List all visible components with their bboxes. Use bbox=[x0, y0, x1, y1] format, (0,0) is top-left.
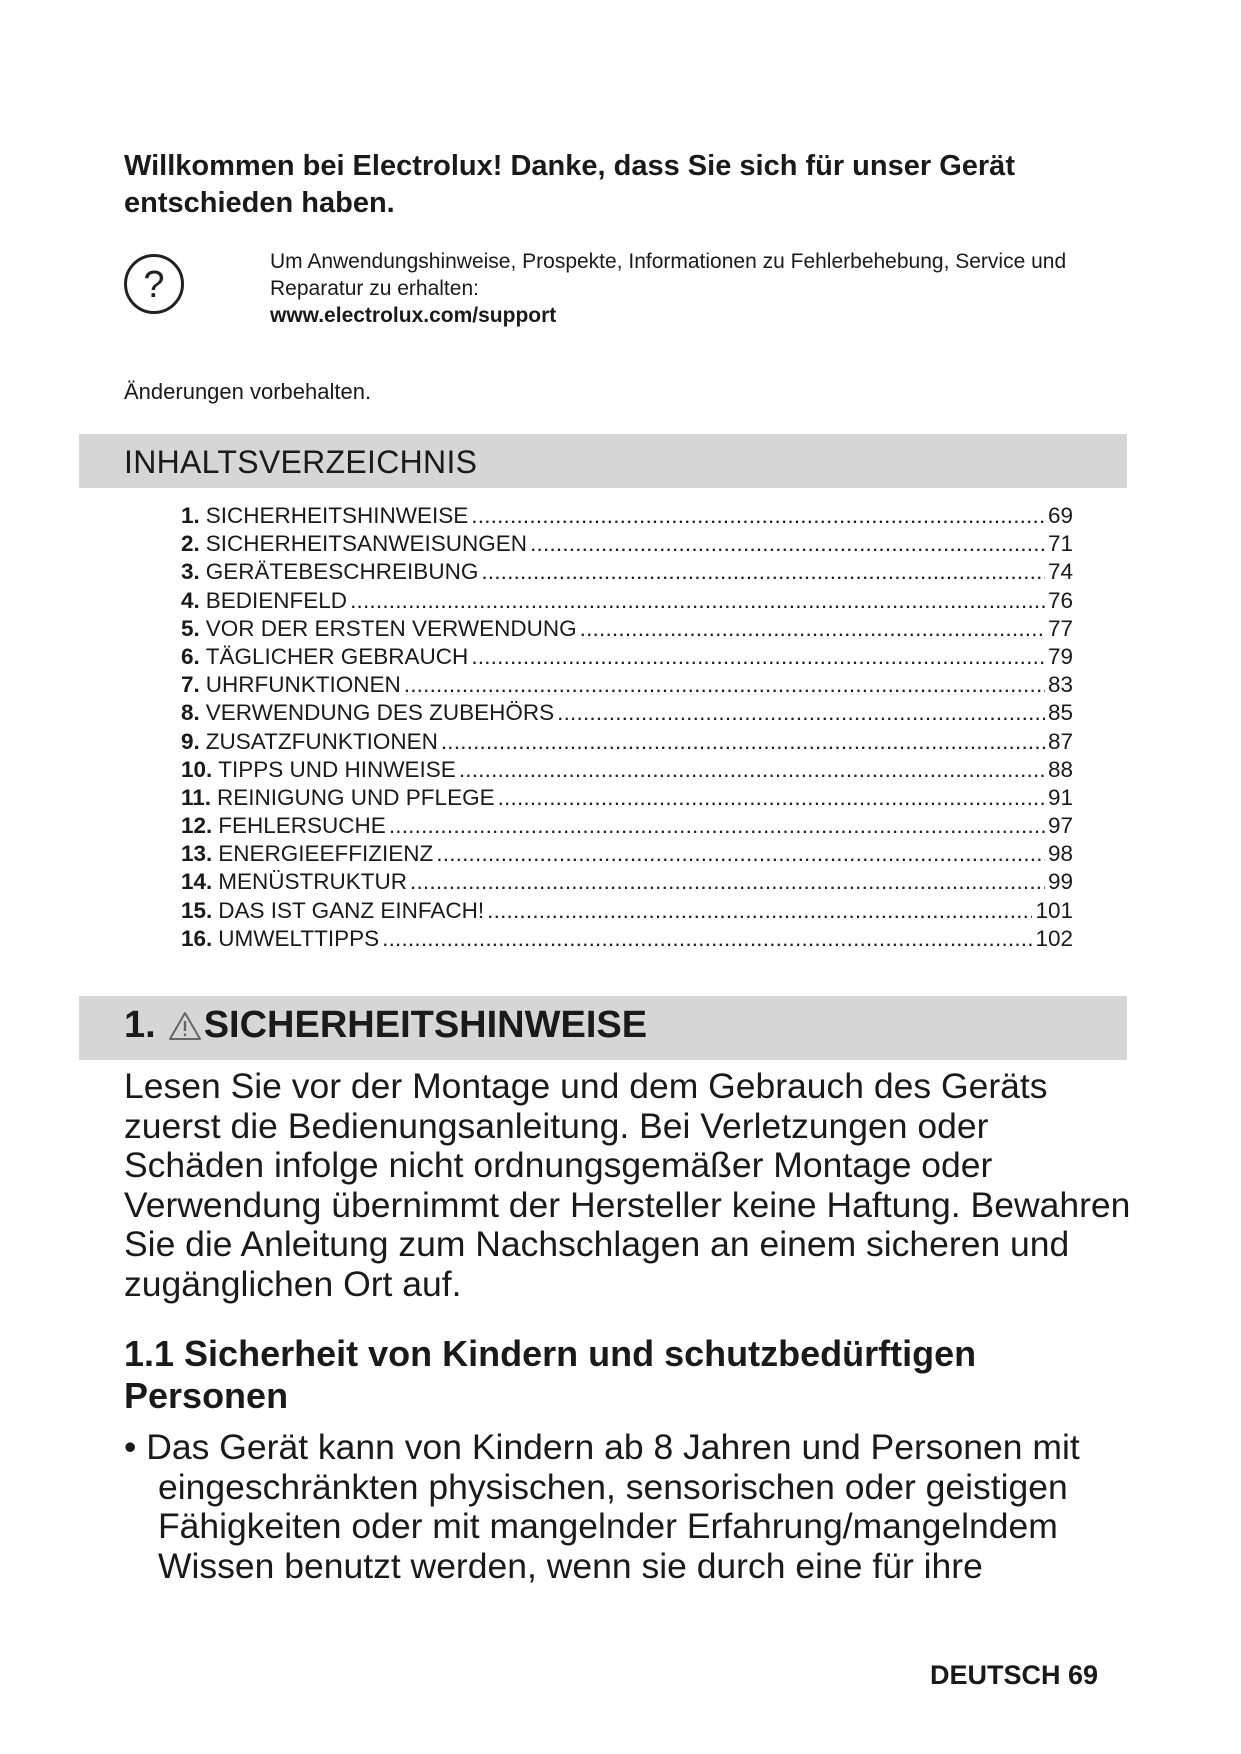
toc-item-number: 12. bbox=[181, 813, 213, 839]
toc-item[interactable] bbox=[181, 756, 1073, 784]
toc-item-page: 85 bbox=[1047, 700, 1073, 726]
toc-leader-dots bbox=[459, 756, 1045, 784]
toc-item-number: 1. bbox=[181, 503, 200, 528]
toc-leader-dots bbox=[481, 558, 1045, 586]
toc-item-number: 2. bbox=[181, 531, 200, 557]
toc-leader-dots bbox=[498, 784, 1045, 812]
toc-item[interactable] bbox=[181, 812, 1073, 840]
toc-item-number: 11. bbox=[181, 784, 212, 810]
section-number: 1. bbox=[124, 1004, 156, 1046]
toc-item[interactable] bbox=[181, 840, 1073, 868]
toc-item-number: 6. bbox=[181, 643, 200, 669]
section-title-text: SICHERHEITSHINWEISE bbox=[203, 1004, 648, 1046]
toc-item-label: MENÜSTRUKTUR bbox=[218, 869, 408, 895]
toc-item-label: VERWENDUNG DES ZUBEHÖRS bbox=[205, 700, 555, 726]
warning-icon bbox=[168, 1010, 202, 1042]
toc-item-page: 101 bbox=[1035, 897, 1073, 923]
toc-item[interactable] bbox=[181, 784, 1073, 812]
support-info bbox=[270, 248, 1150, 329]
toc-leader-dots bbox=[471, 643, 1045, 671]
toc-item-label: ENERGIEEFFIZIENZ bbox=[218, 841, 434, 867]
toc-item[interactable] bbox=[181, 699, 1073, 727]
toc-item-page: 91 bbox=[1047, 784, 1073, 810]
toc-item[interactable] bbox=[181, 868, 1073, 896]
toc-item-page: 71 bbox=[1047, 531, 1073, 557]
toc-leader-dots bbox=[530, 530, 1045, 558]
toc-item-number: 5. bbox=[181, 615, 200, 641]
toc-item-page: 76 bbox=[1047, 587, 1073, 613]
toc-item[interactable] bbox=[181, 643, 1073, 671]
toc-leader-dots bbox=[471, 502, 1045, 530]
toc-item[interactable] bbox=[181, 925, 1073, 953]
toc-item-page: 87 bbox=[1047, 728, 1073, 754]
section-body: Lesen Sie vor der Montage und dem Gebrauch des Geräts zuerst die Bedienungsanleitung. Bei Verletzungen oder Schäden infolge nicht ordnungsgemäßer Montage oder Verwendung übernimmt der Hersteller keine Haftung. Bewahren Sie die Anleitung zum Nachschlagen an einem sicheren und zugänglichen Ort auf. bbox=[124, 1066, 1131, 1304]
support-link[interactable]: www.electrolux.com/support bbox=[270, 304, 557, 327]
toc-item[interactable] bbox=[181, 615, 1073, 643]
toc-leader-dots bbox=[389, 812, 1045, 840]
toc-item[interactable] bbox=[181, 671, 1073, 699]
toc-leader-dots bbox=[580, 615, 1045, 643]
changes-note: Änderungen vorbehalten. bbox=[124, 379, 372, 404]
toc-leader-dots bbox=[350, 587, 1045, 615]
toc-item-page: 69 bbox=[1047, 503, 1073, 528]
page-footer: DEUTSCH 69 bbox=[930, 1660, 1099, 1690]
toc-item-number: 7. bbox=[181, 672, 200, 698]
toc-item-number: 15. bbox=[181, 897, 213, 923]
toc-leader-dots bbox=[382, 925, 1032, 953]
toc-item[interactable] bbox=[181, 897, 1073, 925]
welcome-heading: Willkommen bei Electrolux! Danke, dass Sie sich für unser Gerät entschieden haben. bbox=[124, 150, 1015, 219]
toc-item-page: 102 bbox=[1035, 925, 1073, 951]
toc-item-label: SICHERHEITSANWEISUNGEN bbox=[205, 531, 528, 557]
toc-item[interactable] bbox=[181, 728, 1073, 756]
toc-item-label: UMWELTTIPPS bbox=[218, 925, 380, 951]
toc-item-number: 4. bbox=[181, 587, 200, 613]
toc-item-number: 3. bbox=[181, 559, 200, 585]
toc-leader-dots bbox=[557, 699, 1045, 727]
toc-item-number: 8. bbox=[181, 700, 200, 726]
toc-item-number: 9. bbox=[181, 728, 200, 754]
subsection-heading: 1.1 Sicherheit von Kindern und schutzbedürftigen Personen bbox=[124, 1333, 977, 1416]
toc-item-page: 99 bbox=[1047, 869, 1073, 895]
toc-item-number: 13. bbox=[181, 841, 213, 867]
toc-item-label: BEDIENFELD bbox=[205, 587, 348, 613]
toc-leader-dots bbox=[404, 671, 1045, 699]
toc-item[interactable] bbox=[181, 502, 1073, 530]
toc-item-page: 77 bbox=[1047, 615, 1073, 641]
svg-text:?: ? bbox=[143, 264, 165, 306]
toc-leader-dots bbox=[441, 728, 1045, 756]
bullet-item: • Das Gerät kann von Kindern ab 8 Jahren und Personen mit eingeschränkten physischen, sensorischen oder geistigen Fähigkeiten oder mit mangelnder Erfahrung/mangelndem Wissen benutzt werden, wenn sie durch eine für ihre bbox=[124, 1427, 1080, 1586]
toc-item-label: REINIGUNG UND PFLEGE bbox=[217, 784, 495, 810]
toc-leader-dots bbox=[436, 840, 1045, 868]
toc-item-number: 10. bbox=[181, 756, 213, 782]
toc-item-label: SICHERHEITSHINWEISE bbox=[205, 503, 469, 528]
toc-item-page: 79 bbox=[1047, 643, 1073, 669]
toc-item-label: TÄGLICHER GEBRAUCH bbox=[205, 643, 469, 669]
question-icon bbox=[122, 252, 186, 316]
toc-leader-dots bbox=[487, 897, 1032, 925]
toc-item-page: 74 bbox=[1047, 559, 1073, 585]
toc-item-page: 83 bbox=[1047, 672, 1073, 698]
toc-item-label: FEHLERSUCHE bbox=[218, 813, 386, 839]
toc-item[interactable] bbox=[181, 558, 1073, 586]
support-text: Um Anwendungshinweise, Prospekte, Informationen zu Fehlerbehebung, Service und Reparatur zu erhalten: bbox=[270, 250, 1067, 300]
toc-item-label: VOR DER ERSTEN VERWENDUNG bbox=[205, 615, 577, 641]
toc-item[interactable] bbox=[181, 530, 1073, 558]
toc-item-page: 98 bbox=[1047, 841, 1073, 867]
toc-item-page: 97 bbox=[1047, 813, 1073, 839]
toc-item[interactable] bbox=[181, 587, 1073, 615]
table-of-contents bbox=[181, 502, 1073, 953]
toc-item-number: 16. bbox=[181, 925, 213, 951]
toc-leader-dots bbox=[410, 868, 1045, 896]
toc-item-label: ZUSATZFUNKTIONEN bbox=[205, 728, 438, 754]
toc-item-label: DAS IST GANZ EINFACH! bbox=[218, 897, 485, 923]
toc-item-label: TIPPS UND HINWEISE bbox=[218, 756, 456, 782]
toc-item-page: 88 bbox=[1047, 756, 1073, 782]
toc-item-label: GERÄTEBESCHREIBUNG bbox=[205, 559, 479, 585]
toc-item-label: UHRFUNKTIONEN bbox=[205, 672, 401, 698]
toc-item-number: 14. bbox=[181, 869, 213, 895]
section-title bbox=[124, 1004, 647, 1047]
toc-title: INHALTSVERZEICHNIS bbox=[124, 444, 478, 480]
